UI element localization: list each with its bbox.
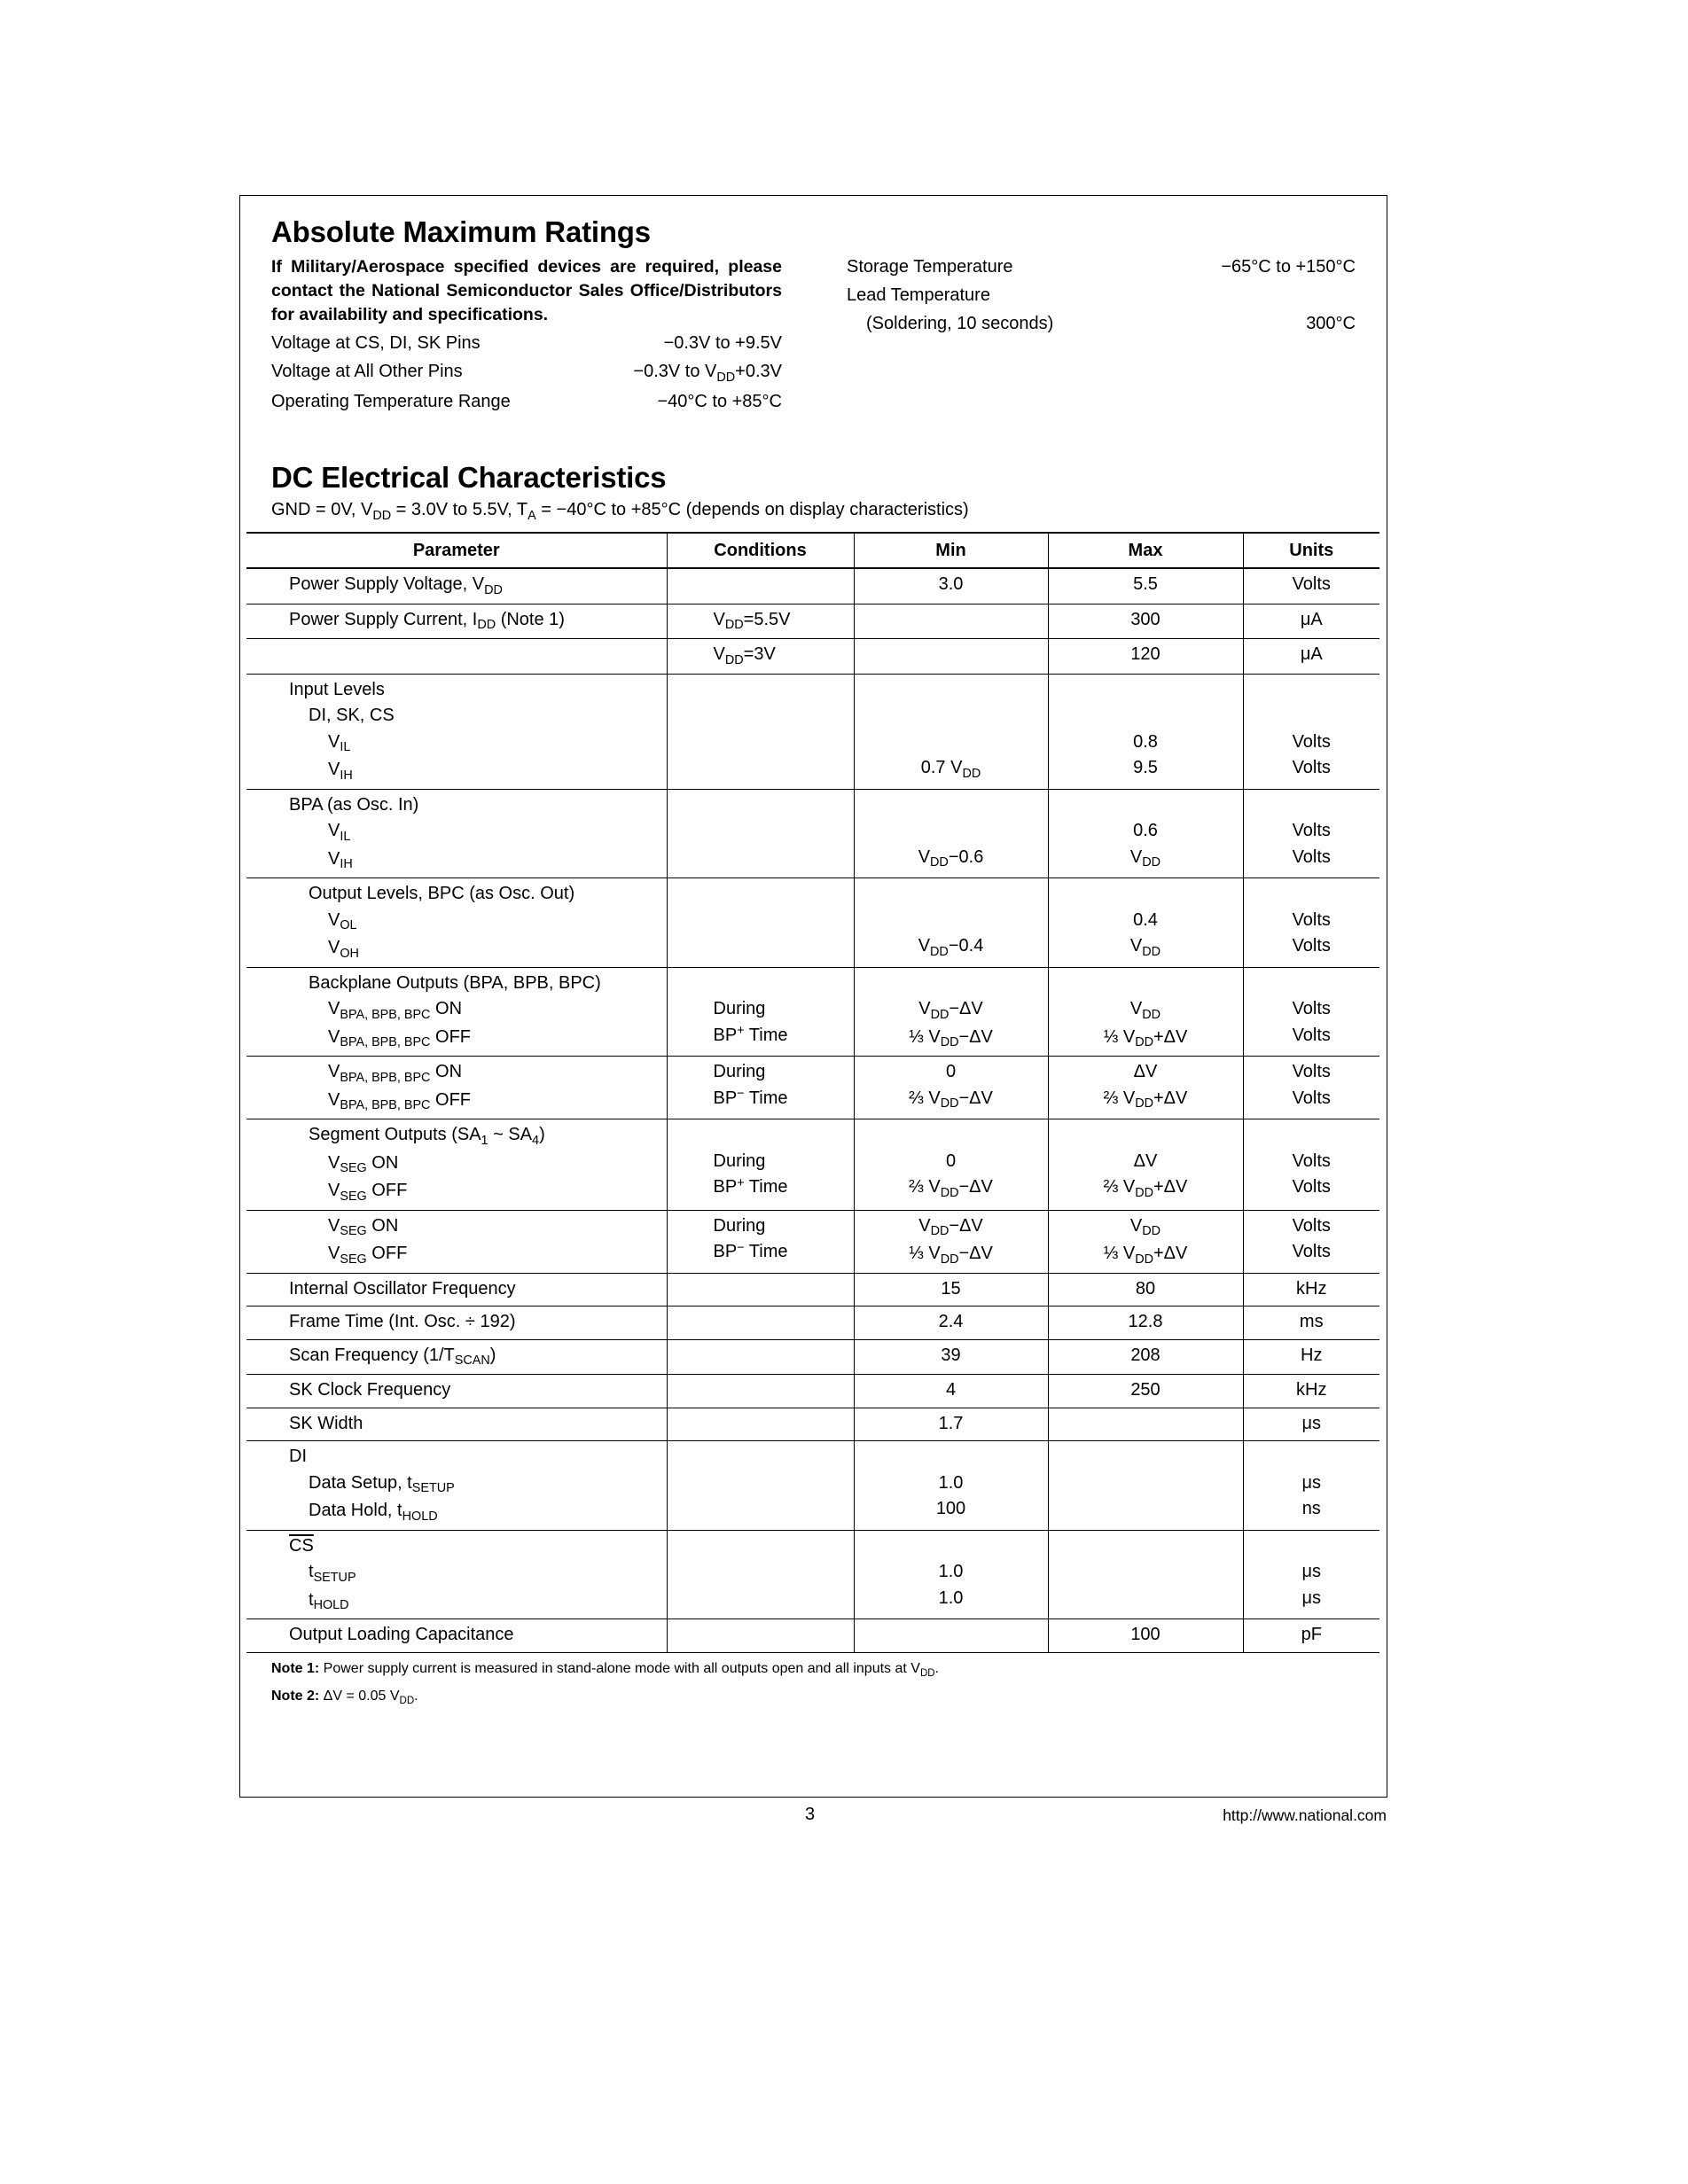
table-row: SK Width 1.7 μs [246, 1408, 1379, 1441]
table-row: Output Levels, BPC (as Osc. Out) $V_{OL}$ $V_{OH}$ $V_{DD}-0.4$ 0.4 $V_{DD}$ Volts Volts [246, 878, 1379, 968]
amr-title: Absolute Maximum Ratings [271, 215, 651, 248]
table-row: $V_{BPA, BPB, BPC}$ ON $V_{BPA, BPB, BPC}$ OFF During BP− Time 0 ⅔ $V_{DD}-\Delta V$ ΔV ⅔ $V_{DD}+\Delta V$ Volts Volts [246, 1057, 1379, 1119]
table-row: DI Data Setup, $t_{SETUP}$ Data Hold, $t_{HOLD}$ 1.0 100 μs ns [246, 1441, 1379, 1531]
amr-item: Lead Temperature [847, 285, 990, 305]
page-number: 3 [805, 1805, 816, 1824]
amr-item: Operating Temperature Range −40°C to +85°C [271, 392, 782, 411]
table-row: $\overline{CS}$ $t_{SETUP}$ $t_{HOLD}$ 1.0 1.0 μs μs [246, 1530, 1379, 1619]
table-row: Scan Frequency $(1/T_{SCAN})$ 39 208 Hz [246, 1339, 1379, 1375]
amr-item: Voltage at CS, DI, SK Pins −0.3V to +9.5V [271, 333, 782, 353]
table-row: Output Loading Capacitance 100 pF [246, 1619, 1379, 1653]
col-header-min: Min [854, 533, 1048, 568]
note-2: Note 2: ΔV = 0.05 $V_{DD}$. [271, 1689, 418, 1706]
table-row: $V_{SEG}$ ON $V_{SEG}$ OFF During BP− Time $V_{DD}-\Delta V$ ⅓ $V_{DD}-\Delta V$ $V_{DD}$ ⅓ $V_{DD}+\Delta V$ Volts Volts [246, 1210, 1379, 1273]
table-row: Frame Time (Int. Osc. ÷ 192) 2.4 12.8 ms [246, 1306, 1379, 1340]
amr-notice: If Military/Aerospace specified devices are required, please contact the National Semiconductor Sales Office/Distributors for availability and specifications. [271, 257, 782, 324]
footer-url: http://www.national.com [1223, 1806, 1387, 1824]
table-row: Power Supply Voltage, $V_{DD}$ 3.0 5.5 Volts [246, 568, 1379, 604]
col-header-max: Max [1048, 533, 1243, 568]
amr-item: (Soldering, 10 seconds) 300°C [866, 314, 1356, 333]
footnotes [271, 1656, 939, 1711]
amr-left-list [271, 329, 782, 416]
table-header-row [246, 533, 1379, 568]
amr-right-list [847, 253, 1356, 338]
table-row: SK Clock Frequency 4 250 kHz [246, 1375, 1379, 1408]
note-1: Note 1: Power supply current is measured in stand-alone mode with all outputs open and all inputs at $V_{DD}$. [271, 1661, 940, 1679]
table-row: Input Levels DI, SK, CS $V_{IL}$ $V_{IH}$ 0.7 $V_{DD}$ 0.8 9.5 Volts Volts [246, 674, 1379, 789]
table-row: $V_{DD}=3V$ 120 μA [246, 639, 1379, 675]
col-header-units: Units [1243, 533, 1379, 568]
amr-item: Voltage at All Other Pins −0.3V to $V_{DD}+0.3V$ [271, 362, 782, 385]
table-row: Segment Outputs ($SA_1$ ~ $SA_4$) $V_{SEG}$ ON $V_{SEG}$ OFF During BP+ Time 0 ⅔ $V_{DD}-\Delta V$ ΔV ⅔ $V_{DD}+\Delta V$ Volts Volts [246, 1119, 1379, 1211]
dc-conditions: GND = 0V, $V_{DD} = 3.0V$ to 5.5V, $T_A = -40^\circ C$ to +85°C (depends on display characteristics) [271, 500, 969, 523]
dc-table [246, 532, 1379, 1653]
table-row: Power Supply Current, $I_{DD}$ (Note 1) $V_{DD}=5.5V$ 300 μA [246, 604, 1379, 639]
table-row: Backplane Outputs (BPA, BPB, BPC) $V_{BPA, BPB, BPC}$ ON $V_{BPA, BPB, BPC}$ OFF During BP+ Time $V_{DD}-\Delta V$ ⅓ $V_{DD}-\Delta V$ $V_{DD}$ ⅓ $V_{DD}+\Delta V$ Volts Volts [246, 967, 1379, 1057]
col-header-parameter: Parameter [246, 533, 667, 568]
table-row: Internal Oscillator Frequency 15 80 kHz [246, 1273, 1379, 1306]
dc-title: DC Electrical Characteristics [271, 461, 667, 494]
table-row: BPA (as Osc. In) $V_{IL}$ $V_{IH}$ $V_{DD}-0.6$ 0.6 $V_{DD}$ Volts Volts [246, 789, 1379, 878]
amr-item: Storage Temperature −65°C to +150°C [847, 257, 1356, 277]
col-header-conditions: Conditions [667, 533, 854, 568]
